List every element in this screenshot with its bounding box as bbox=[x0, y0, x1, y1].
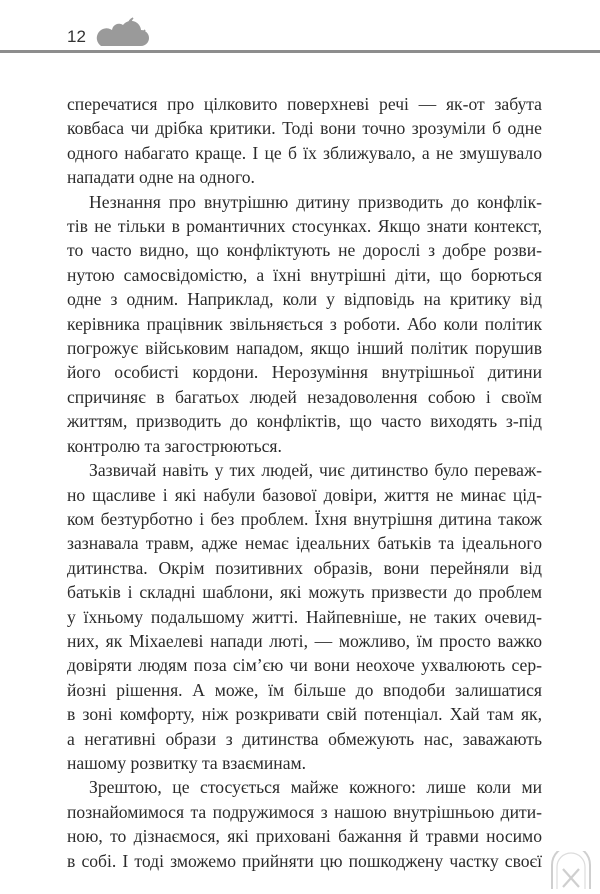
text-line: його особисті кордони. Нерозуміння внутрішньої дитини bbox=[67, 362, 542, 383]
text-line: дитинства. Окрім позитивних образів, вони перейняли від bbox=[67, 557, 542, 578]
text-line: в собі. І тоді зможемо прийняти цю пошкоджену частку своєї bbox=[67, 850, 542, 871]
text-line: но щасливе і які набули базової довіри, життя не минає цід- bbox=[67, 484, 542, 505]
text-line: познайомимося та подружимося з нашою внутрішньою дити- bbox=[67, 801, 542, 822]
text-line: спричиняє в багатьох людей незадоволення собою і своїм bbox=[67, 386, 542, 407]
page-header bbox=[0, 0, 600, 56]
text-line: тів не тільки в романтичних стосунках. Якщо знати контекст, bbox=[67, 216, 542, 237]
text-line: них, як Міхаелеві напади люті, — можливо, їм просто важко bbox=[67, 630, 542, 651]
text-line: в зоні комфорту, ніж розкривати свій потенціал. Хай там як, bbox=[67, 704, 542, 725]
paragraph bbox=[67, 92, 542, 190]
cloud-moon-icon bbox=[95, 14, 155, 48]
text-line: життям, призводить до конфліктів, що часто виходять з-під bbox=[67, 411, 542, 432]
text-line: зазнавала травм, адже немає ідеальних батьків та ідеального bbox=[67, 533, 542, 554]
text-line: сперечатися про цілковито поверхневі речі — як-от забута bbox=[67, 94, 542, 114]
paragraph bbox=[67, 458, 542, 775]
text-line: погрожує військовим нападом, якщо інший політик порушив bbox=[67, 338, 542, 359]
text-line: ною, то дізнаємося, які приховані бажання й травми носимо bbox=[67, 826, 542, 847]
text-line: ком безтурботно і без проблем. Їхня внутрішня дитина також bbox=[67, 508, 542, 529]
text-line: Незнання про внутрішню дитину призводить до конфлік- bbox=[89, 191, 542, 212]
text-line: то часто видно, що конфліктують не дорослі з добре розви- bbox=[67, 240, 542, 261]
paragraph bbox=[67, 775, 542, 873]
text-line: у їхньому подальшому житті. Найпевніше, не таких очевид- bbox=[67, 606, 542, 627]
text-line: йозні рішення. А може, їм більше до вподоби залишатися bbox=[67, 679, 542, 700]
text-line: нутою самосвідомістю, а їхні внутрішні діти, що борються bbox=[67, 264, 542, 285]
text-line: а негативні образи з дитинства обмежують нас, заважають bbox=[67, 728, 542, 749]
text-line: одне з одним. Наприклад, коли у відповідь на критику від bbox=[67, 289, 542, 310]
text-line: Зазвичай навіть у тих людей, чиє дитинство було переваж- bbox=[89, 460, 542, 481]
paragraph bbox=[67, 190, 542, 458]
header-rule bbox=[0, 50, 600, 53]
text-line: довіряти людям поза сім’єю чи вони неохоче ухвалюють сер- bbox=[67, 655, 542, 676]
page-number: 12 bbox=[67, 27, 86, 46]
text-line: ковбаса чи дрібка критики. Тоді вони точно зрозуміли б одне bbox=[67, 118, 542, 139]
text-line: нападати одне на одного. bbox=[67, 167, 255, 188]
text-line: батьків і складні шаблони, які можуть призвести до проблем bbox=[67, 582, 542, 603]
text-line: контролю та загострюються. bbox=[67, 435, 282, 456]
text-line: одного набагато краще. І це б їх зближувало, а не змушувало bbox=[67, 142, 542, 163]
publisher-watermark-icon bbox=[548, 851, 594, 891]
text-line: Зрештою, це стосується майже кожного: лише коли ми bbox=[89, 777, 542, 798]
body-text bbox=[67, 92, 542, 873]
text-line: нашому розвитку та взаєминам. bbox=[67, 752, 307, 773]
text-line: керівника працівник звільняється з роботи. Або коли політик bbox=[67, 313, 542, 334]
